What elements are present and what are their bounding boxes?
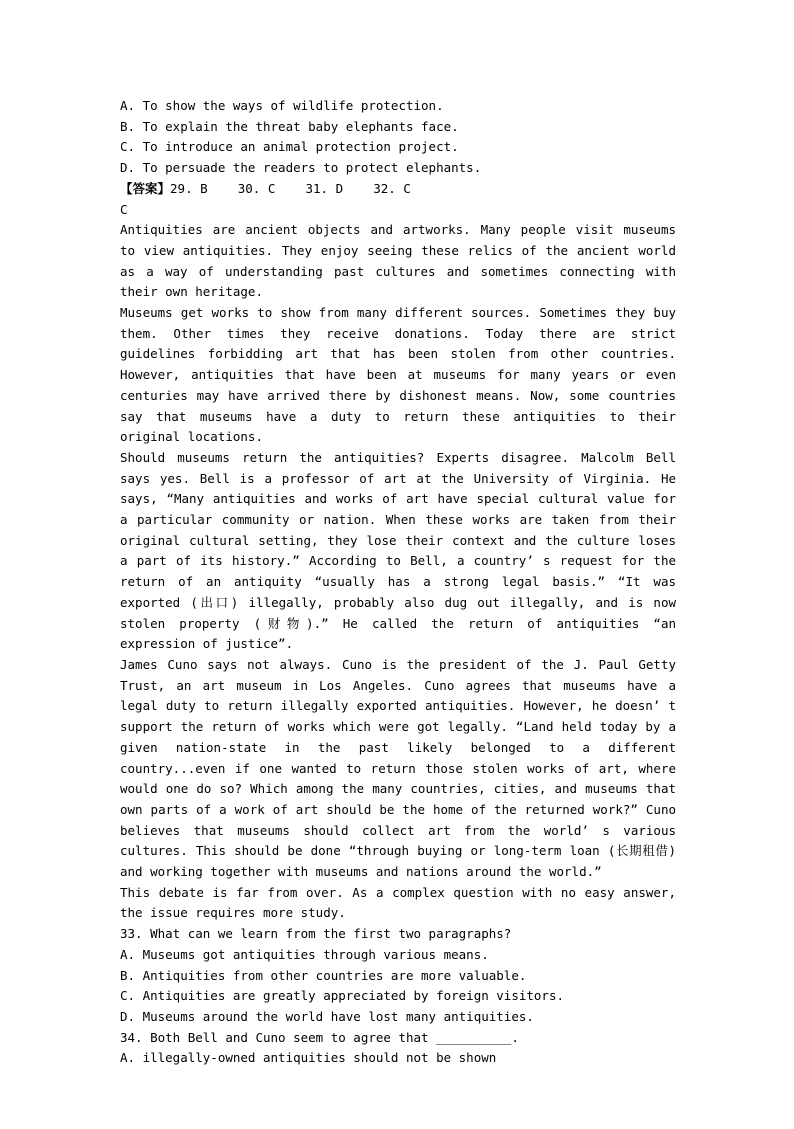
text-line: A. illegally-owned antiquities should not be shown xyxy=(120,1050,497,1066)
text-line: B. Antiquities from other countries are more valuable. xyxy=(120,967,527,983)
paragraph: Museums get works to show from many different sources. Sometimes they buy them. Other times they receive donations. Today there are strict guidelines forbidding art that has been stolen from other countries. However, antiquities that have been at museums for many years or even centuries may have arrived there by dishonest means. Now, some countries say that museums have a duty to return these antiquities to their original locations. xyxy=(120,305,676,445)
text-line: A. Museums got antiquities through various means. xyxy=(120,946,489,962)
answer-label: 【答案】 xyxy=(120,180,171,196)
text-line: C xyxy=(120,201,128,217)
paragraph: Antiquities are ancient objects and artworks. Many people visit museums to view antiquities. They enjoy seeing these relics of the ancient world as a way of understanding past cultures and sometimes connecting with their own heritage. xyxy=(120,222,676,300)
paragraph: This debate is far from over. As a complex question with no easy answer, the issue requires more study. xyxy=(120,884,676,921)
answer-values: 29. B 30. C 31. D 32. C xyxy=(170,180,411,196)
paragraph: Should museums return the antiquities? Experts disagree. Malcolm Bell says yes. Bell is a professor of art at the University of Virginia. He says, “Many antiquities and works of art have special cultural value for a particular community or nation. When these works are taken from their original cultural setting, they lose their context and the culture loses a part of its history.” According to Bell, a country’ s request for the return of an antiquity “usually has a strong legal basis.” “It was exported (出口) illegally, probably also dug out illegally, and is now stolen property (财物).” He called the return of antiquities “an expression of justice”. xyxy=(120,449,676,652)
text-line: 33. What can we learn from the first two paragraphs? xyxy=(120,926,512,942)
text-line: D. Museums around the world have lost many antiquities. xyxy=(120,1008,534,1024)
text-line: C. To introduce an animal protection project. xyxy=(120,139,459,155)
paragraph: James Cuno says not always. Cuno is the president of the J. Paul Getty Trust, an art museum in Los Angeles. Cuno agrees that museums have a legal duty to return illegally exported antiquities. However, he doesn’ t support the return of works which were got legally. “Land held today by a given nation-state in the past likely belonged to a different country...even if one wanted to return those stolen works of art, where would one do so? Which among the many countries, cities, and museums that own parts of a work of art should be the home of the returned work?” Cuno believes that museums should collect art from the world’ s various cultures. This should be done “through buying or long-term loan (长期租借) and working together with museums and nations around the world.” xyxy=(120,656,676,880)
text-line: D. To persuade the readers to protect elephants. xyxy=(120,160,482,176)
text-line xyxy=(120,179,676,200)
text-line: 34. Both Bell and Cuno seem to agree that __________. xyxy=(120,1029,519,1045)
document-body xyxy=(120,96,676,1069)
text-line: B. To explain the threat baby elephants face. xyxy=(120,118,459,134)
text-line: A. To show the ways of wildlife protection. xyxy=(120,98,444,113)
text-line: C. Antiquities are greatly appreciated by foreign visitors. xyxy=(120,988,565,1004)
